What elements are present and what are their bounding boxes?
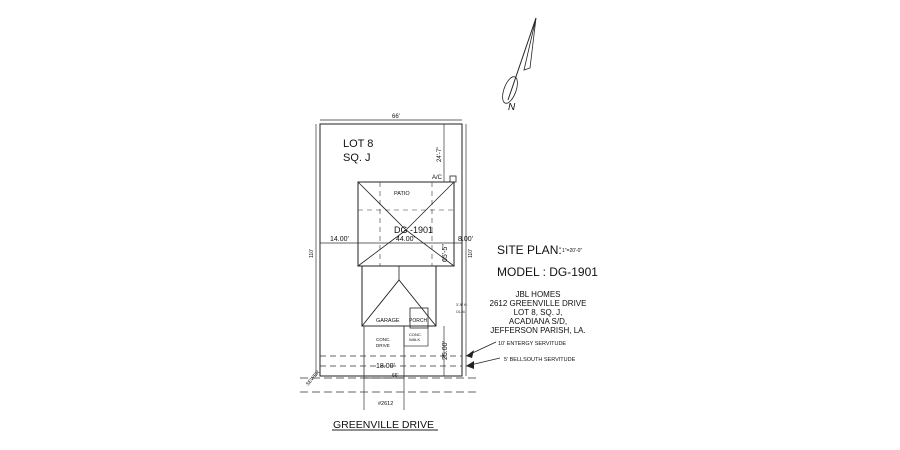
ac-pad (450, 176, 456, 182)
leader-arrow (466, 361, 474, 369)
info-line-3: LOT 8, SQ. J, (513, 308, 563, 317)
drive-width-dim: 18.00' (376, 363, 395, 370)
conc-walk-label-2: WALK (409, 337, 421, 342)
site-plan-title: SITE PLAN: (497, 243, 562, 257)
bottom-width-dim: 66' (392, 373, 399, 379)
ac-label: A/C (432, 175, 443, 181)
model-center-label: DG -1901 (394, 225, 434, 235)
house-depth-dim: 65'-5" (442, 244, 449, 262)
bellsouth-label: 5' BELLSOUTH SERVITUDE (504, 357, 576, 363)
roof-hip-line (358, 182, 406, 230)
lot-label: LOT 8 (343, 138, 374, 150)
roof-hip-line (406, 182, 454, 230)
small-note-2: OL.M. (456, 310, 466, 314)
top-width-dim: 66' (392, 114, 400, 120)
lot-depth-left: 110' (309, 249, 315, 258)
front-setback-label: 25.00' (442, 341, 449, 360)
patio-label: PATIO (394, 191, 410, 197)
rear-setback-label: 24'-7" (437, 146, 443, 162)
info-line-4: ACADIANA S/D, (508, 317, 568, 326)
sewer-label: SEWER (304, 369, 322, 388)
conc-drive-label-2: DRIVE (376, 343, 390, 348)
right-side-dim: 8.00' (458, 236, 473, 243)
scale-label: 1"=20'-0" (562, 248, 583, 254)
left-side-dim: 14.00' (330, 236, 349, 243)
small-note: 3'-9" H. (456, 303, 468, 307)
leader-arrow (466, 350, 474, 358)
model-title: MODEL : DG-1901 (497, 265, 598, 279)
square-label: SQ. J (343, 152, 371, 164)
lot-depth-right: 110' (468, 249, 474, 258)
address-number: #2612 (378, 401, 394, 407)
garage-label: GARAGE (376, 318, 400, 324)
north-label: N (508, 102, 516, 113)
north-arrow-icon (500, 18, 536, 105)
house-width-dim: 44.00' (396, 236, 415, 243)
info-line-2: 2612 GREENVILLE DRIVE (489, 299, 587, 308)
street-name: GREENVILLE DRIVE (333, 419, 434, 431)
porch-label: PORCH (409, 318, 428, 324)
driveway (364, 326, 404, 378)
entergy-label: 10' ENTERGY SERVITUDE (498, 341, 567, 347)
info-line-1: JBL HOMES (515, 290, 561, 299)
conc-walk-label-1: CONC. (409, 332, 422, 337)
info-line-5: JEFFERSON PARISH, LA. (490, 326, 586, 335)
conc-drive-label-1: CONC. (376, 337, 391, 342)
